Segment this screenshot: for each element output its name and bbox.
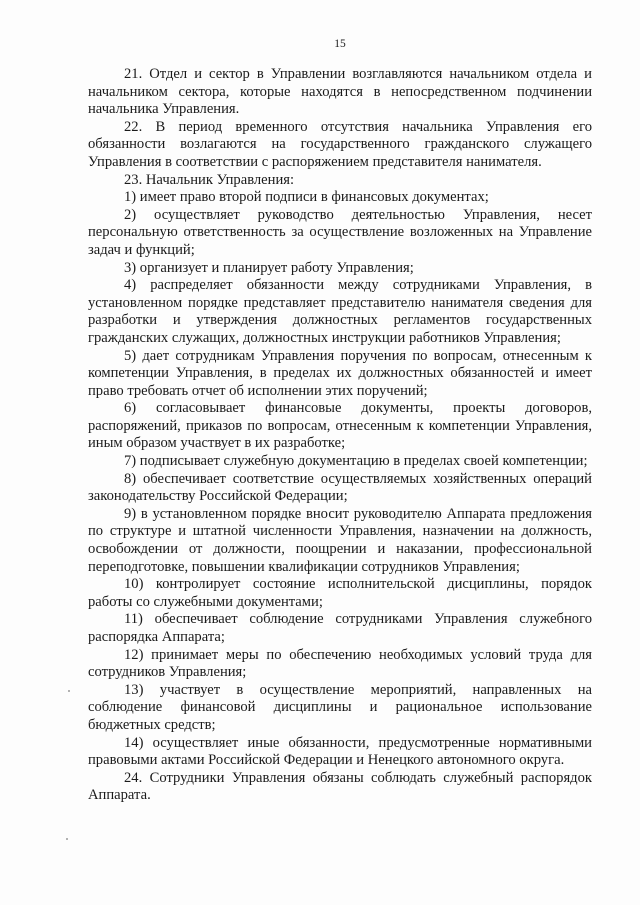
list-item-1: 1) имеет право второй подписи в финансовых документах; [124, 189, 489, 206]
list-item-4: 4) распределяет обязанности между сотрудниками Управления, в установленном порядке представляет представителю нанимателя сведения для разработки и утверждения должностных регламентов государственных гражданских служащих, должностных инструкции работников Управления; [88, 277, 592, 346]
paragraph-21: 21. Отдел и сектор в Управлении возглавляются начальником отдела и начальником сектора, которые находятся в непосредственном подчинении начальника Управления. [88, 66, 592, 118]
scan-speck [66, 838, 68, 840]
list-item-7: 7) подписывает служебную документацию в пределах своей компетенции; [124, 453, 588, 470]
list-item-13: 13) участвует в осуществление мероприятий, направленных на соблюдение финансовой дисциплины и рациональное использование бюджетных средств; [88, 681, 592, 733]
paragraph-22: 22. В период временного отсутствия начальника Управления его обязанности возлагаются на государственного гражданского служащего Управления в соответствии с распоряжением представителя нанимателя. [88, 118, 592, 170]
list-item-10: 10) контролирует состояние исполнительской дисциплины, порядок работы со служебными документами; [88, 576, 592, 610]
paragraph-24: 24. Сотрудники Управления обязаны соблюдать служебный распорядок Аппарата. [88, 769, 592, 804]
list-item-9: 9) в установленном порядке вносит руководителю Аппарата предложения по структуре и штатной численности Управления, назначении на должность, освобождении от должности, поощрении и наказании, профессиональной переподготовке, повышении квалификации сотрудников Управления; [88, 505, 592, 575]
list-item-12: 12) принимает меры по обеспечению необходимых условий труда для сотрудников Управления; [88, 646, 592, 681]
list-item-8: 8) обеспечивает соответствие осуществляемых хозяйственных операций законодательству Российской Федерации; [88, 470, 592, 505]
list-item-11: 11) обеспечивает соблюдение сотрудниками Управления служебного распорядка Аппарата; [88, 611, 592, 645]
scan-speck [68, 690, 70, 692]
document-body [88, 66, 592, 805]
paragraph-23-heading: 23. Начальник Управления: [124, 171, 295, 188]
list-item-2: 2) осуществляет руководство деятельностью Управления, несет персональную ответственность за осуществление возложенных на Управление задач и функций; [88, 206, 592, 258]
list-item-6: 6) согласовывает финансовые документы, проекты договоров, распоряжений, приказов по вопросам, отнесенным к компетенции Управления, иным образом участвует в их разработке; [88, 400, 592, 452]
list-item-3: 3) организует и планирует работу Управления; [124, 259, 414, 276]
list-item-5: 5) дает сотрудникам Управления поручения по вопросам, отнесенным к компетенции Управления, в пределах их должностных обязанностей и имеет право требовать отчет об исполнении этих поручений; [88, 347, 592, 399]
page-number: 15 [334, 38, 346, 50]
list-item-14: 14) осуществляет иные обязанности, предусмотренные нормативными правовыми актами Российской Федерации и Ненецкого автономного округа. [88, 734, 592, 769]
